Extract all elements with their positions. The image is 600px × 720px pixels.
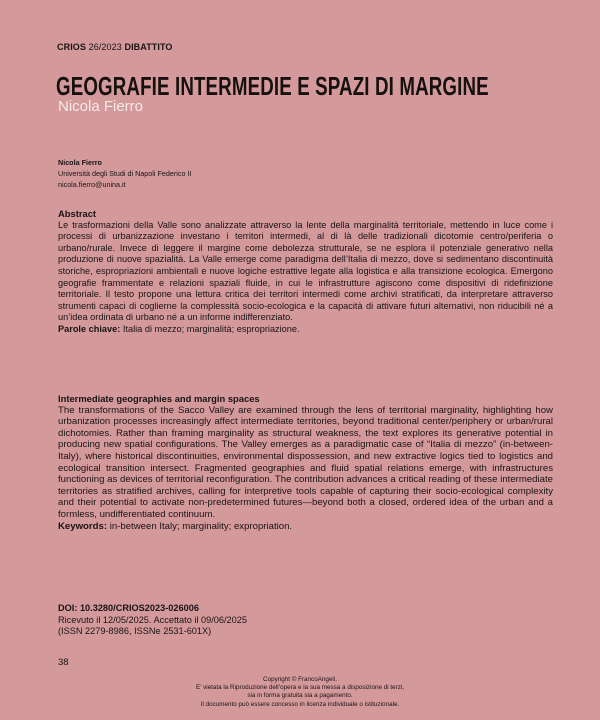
- keywords-english: [58, 521, 553, 533]
- page-number: 38: [58, 657, 69, 668]
- abstract-heading: Abstract: [58, 208, 97, 219]
- english-heading: Intermediate geographies and margin spaces: [58, 393, 260, 404]
- author-block: [58, 157, 191, 190]
- journal-issue: 26/2023: [88, 42, 122, 52]
- copyright-notice: [0, 676, 600, 709]
- article-meta: [58, 603, 247, 638]
- dates: Ricevuto il 12/05/2025. Accettato il 09/06/2025: [58, 614, 247, 625]
- copyright-line: E’ vietata la Riproduzione dell’opera e la sua messa a disposizione di terzi,: [195, 684, 405, 692]
- copyright-line: Copyright © FrancoAngeli.: [263, 676, 337, 683]
- keywords-label: Parole chiave:: [58, 323, 121, 334]
- abstract-english: [58, 393, 553, 532]
- doi: DOI: 10.3280/CRIOS2023-026006: [58, 603, 199, 613]
- abstract-text: Le trasformazioni della Valle sono analizzate attraverso la lente della marginalità territoriale, mettendo in luce come i processi di urbanizzazione investano i territori intermedi, al di là delle tradizionali dicotomie centro/periferia o urbano/rurale. Invece di leggere il margine come debolezza strutturale, se ne esplora il potenziale generativo nella produzione di nuove spazialità. La Valle emerge come paradigma dell’Italia di mezzo, dove si sedimentano discontinuità storiche, espropriazioni ambientali e nuove logiche estrattive legate alla logistica e alla transizione ecologica. Emergono geografie frammentate e relazioni spaziali fluide, in cui le infrastrutture agiscono come dispositivi di ridefinizione territoriale. Il testo propone una lettura critica dei territori intermedi come archivi stratificati, da interpretare attraverso strumenti capaci di coglierne la complessità socio-ecologica e la capacità di attivare futuri alternativi, non riducibili né a un’idea ordinata di urbano né a un informe indifferenziato.: [58, 219, 553, 323]
- issn: (ISSN 2279-8986, ISSNe 2531-601X): [58, 626, 212, 637]
- author-email: nicola.fierro@unina.it: [58, 180, 126, 189]
- copyright-line: sia in forma gratuita sia a pagamento.: [247, 692, 353, 700]
- keywords-value: Italia di mezzo; marginalità; espropriazione.: [122, 323, 300, 334]
- article-author-subtitle: Nicola Fierro: [58, 98, 144, 115]
- running-header: [57, 42, 173, 52]
- article-title: GEOGRAFIE INTERMEDIE E SPAZI DI MARGINE: [56, 71, 489, 101]
- copyright-line: Il documento può essere concesso in licenza individuale o istituzionale.: [200, 700, 400, 708]
- journal-name: CRIOS: [57, 42, 87, 52]
- abstract-italian: [58, 208, 553, 336]
- keywords-italian: [58, 324, 553, 336]
- english-text: The transformations of the Sacco Valley are examined through the lens of territorial marginality, highlighting how urbanization processes increasingly affect intermediate territories, beyond traditional center/periphery or urban/rural dichotomies. Rather than framing marginality as structural weakness, the text explores its generative potential in producing new spatial configurations. The Valley emerges as a paradigmatic case of “Italia di mezzo” (in-between-Italy), where historical discontinuities, environmental dispossession, and new extractive logics tied to logistics and ecological transition intersect. Fragmented geographies and fluid spatial relations emerge, with infrastructures functioning as devices of territorial reconfiguration. The contribution advances a critical reading of these intermediate territories as stratified archives, calling for interpretive tools capable of capturing their socio-ecological complexity and their potential to activate non-predetermined futures—beyond both a closed, ordered idea of the urban and a formless, undifferentiated continuum.: [58, 404, 553, 520]
- keywords-value: in-between Italy; marginality; expropriation.: [109, 520, 293, 532]
- journal-section: DIBATTITO: [124, 42, 173, 52]
- author-affiliation: Università degli Studi di Napoli Federico II: [58, 169, 192, 178]
- author-name: Nicola Fierro: [58, 158, 102, 167]
- keywords-label: Keywords:: [58, 520, 108, 532]
